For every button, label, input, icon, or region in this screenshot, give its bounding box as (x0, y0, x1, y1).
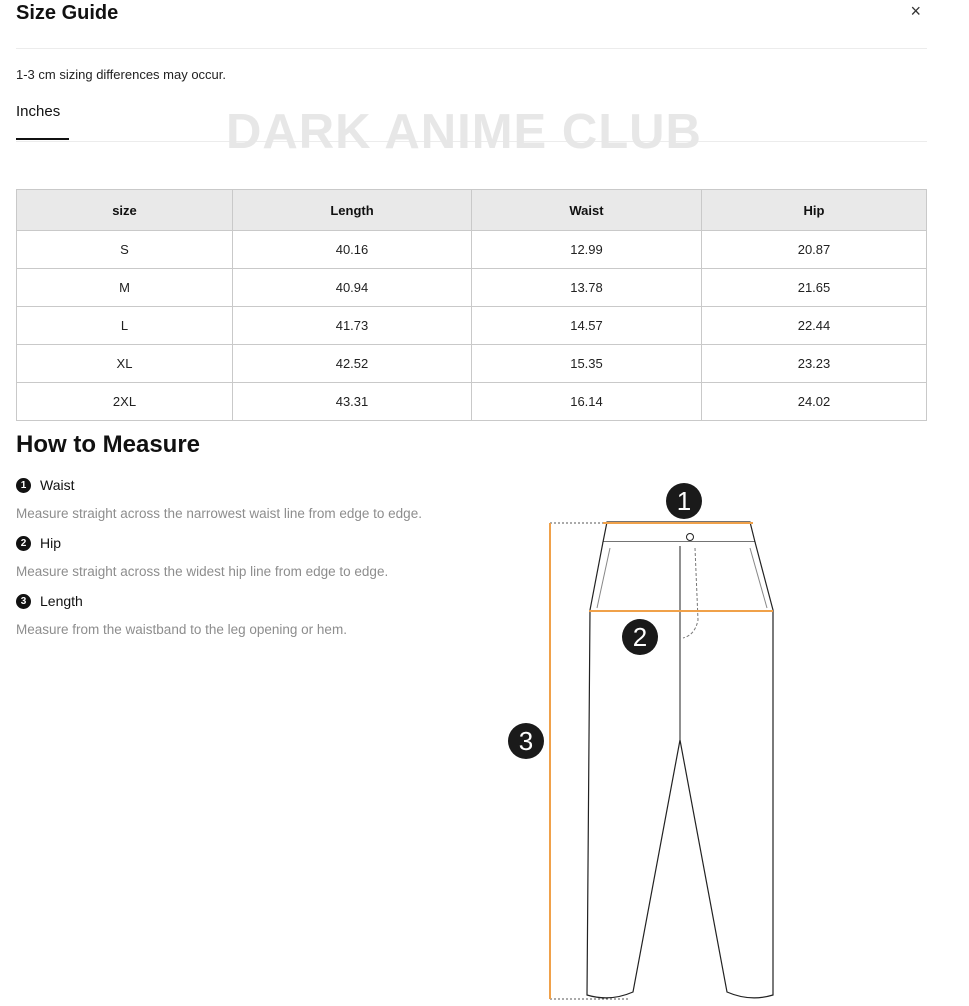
cell-waist: 13.78 (472, 269, 702, 307)
table-row (17, 307, 927, 345)
watermark: DARK ANIME CLUB (226, 105, 702, 159)
column-header-waist: Waist (472, 190, 702, 231)
cell-waist: 16.14 (472, 383, 702, 421)
marker-2-icon (622, 619, 658, 655)
svg-text:2: 2 (632, 622, 648, 652)
cell-hip: 23.23 (702, 345, 927, 383)
table-row (17, 383, 927, 421)
table-row (17, 231, 927, 269)
measure-item-hip (16, 535, 61, 551)
button-icon (687, 534, 694, 541)
measure-item-waist (16, 477, 74, 493)
cell-waist: 14.57 (472, 307, 702, 345)
cell-waist: 12.99 (472, 231, 702, 269)
column-header-size: size (17, 190, 233, 231)
cell-hip: 21.65 (702, 269, 927, 307)
cell-size: L (17, 307, 233, 345)
cell-length: 41.73 (233, 307, 472, 345)
measure-label: Length (40, 593, 83, 609)
measure-desc: Measure from the waistband to the leg opening or hem. (16, 622, 347, 637)
number-2-icon: 2 (16, 536, 31, 551)
number-3-icon: 3 (16, 594, 31, 609)
column-header-length: Length (233, 190, 472, 231)
cell-hip: 20.87 (702, 231, 927, 269)
how-to-measure-title: How to Measure (16, 431, 201, 458)
measure-item-length (16, 593, 83, 609)
cell-length: 40.94 (233, 269, 472, 307)
cell-size: 2XL (17, 383, 233, 421)
cell-hip: 22.44 (702, 307, 927, 345)
marker-1-icon (666, 483, 702, 519)
svg-text:3: 3 (518, 726, 534, 756)
measure-label: Waist (40, 477, 75, 493)
table-row (17, 345, 927, 383)
waistband (603, 522, 755, 542)
cell-length: 42.52 (233, 345, 472, 383)
cell-size: M (17, 269, 233, 307)
svg-text:1: 1 (676, 486, 692, 516)
marker-3-icon (508, 723, 544, 759)
size-table (16, 189, 927, 421)
table-header-row (17, 190, 927, 231)
cell-length: 43.31 (233, 383, 472, 421)
cell-hip: 24.02 (702, 383, 927, 421)
cell-waist: 15.35 (472, 345, 702, 383)
measure-desc: Measure straight across the widest hip line from edge to edge. (16, 564, 389, 579)
number-1-icon: 1 (16, 478, 31, 493)
measure-label: Hip (40, 535, 62, 551)
pants-diagram (495, 470, 785, 1004)
column-header-hip: Hip (702, 190, 927, 231)
tab-inches[interactable]: Inches (16, 103, 69, 140)
cell-size: XL (17, 345, 233, 383)
modal-title: Size Guide (16, 2, 119, 24)
sizing-note: 1-3 cm sizing differences may occur. (16, 67, 227, 82)
measure-desc: Measure straight across the narrowest waist line from edge to edge. (16, 506, 422, 521)
table-row (17, 269, 927, 307)
cell-size: S (17, 231, 233, 269)
cell-length: 40.16 (233, 231, 472, 269)
close-icon[interactable]: × (910, 1, 921, 21)
modal-header (16, 0, 927, 49)
